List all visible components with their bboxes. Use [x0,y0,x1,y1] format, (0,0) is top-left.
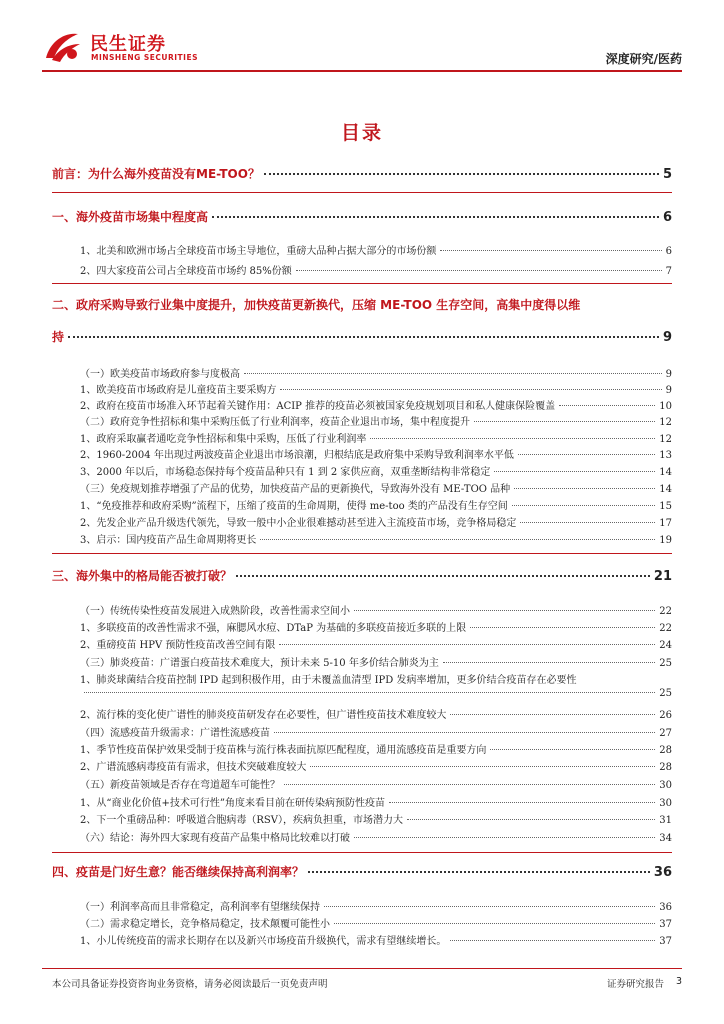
toc-leader [512,505,655,506]
section-divider [52,283,672,284]
toc-leader [354,610,655,611]
toc-entry[interactable] [80,688,672,699]
toc-leader [236,575,650,577]
toc-entry-page: 28 [659,762,672,773]
toc-leader [518,454,655,455]
toc-leader [407,819,655,820]
toc-entry-page: 30 [659,780,672,791]
toc-entry-text: 3、启示：国内疫苗产品生命周期将更长 [80,535,257,546]
toc-entry-page: 19 [659,535,672,546]
toc-entry-page: 6 [665,246,672,257]
toc-entry-page: 9 [665,369,672,380]
toc-leader [470,627,655,628]
toc-entry-text: 1、季节性疫苗保护效果受制于疫苗株与流行株表面抗原匹配程度，通用流感疫苗是重要方向 [80,745,487,756]
toc-entry[interactable] [80,724,672,739]
toc-entry-text: 2、先发企业产品升级迭代领先，导致一般中小企业很难撼动甚至进入主流疫苗市场，竞争格局稳定 [80,518,517,529]
toc-entry[interactable] [52,208,672,225]
toc-entry[interactable] [80,365,672,380]
toc-entry[interactable] [80,463,672,478]
toc-entry[interactable] [80,915,672,930]
toc-entry-page: 22 [659,623,672,634]
toc-entry[interactable] [80,430,672,445]
toc-entry[interactable] [80,654,672,669]
toc-leader [84,692,655,693]
toc-entry-page: 28 [659,745,672,756]
toc-leader [520,522,655,523]
brand-name-en: MINSHENG SECURITIES [91,53,198,62]
toc-entry[interactable] [80,497,672,512]
toc-entry[interactable] [52,863,672,880]
toc-entry-text: 1、多联疫苗的改善性需求不强，麻腮风水痘、DTaP 为基础的多联疫苗接近多联的上限 [80,623,467,634]
toc-entry[interactable] [80,636,672,651]
toc-entry-text: 2、下一个重磅品种：呼吸道合胞病毒（RSV），疾病负担重，市场潜力大 [80,815,403,826]
toc-entry-text: 三、海外集中的格局能否被打破？ [52,569,233,583]
toc-entry-page: 15 [659,501,672,512]
toc-leader [354,837,655,838]
toc-entry-page: 14 [659,467,672,478]
toc-entry-text: （三）免疫规划推荐增强了产品的优势，加快疫苗产品的更新换代，导致海外没有 ME-TOO 品种 [80,484,511,495]
toc-entry-page: 21 [653,569,672,584]
toc-entry-text: 2、1960-2004 年出现过两波疫苗企业退出市场浪潮，归根结底是政府集中采购导致利润率水平低 [80,450,514,461]
toc-entry[interactable] [52,328,672,345]
toc-entry[interactable] [80,706,672,721]
toc-entry-text: 3、2000 年以后，市场稳态保持每个疫苗品种只有 1 到 2 家供应商，双重垄断结构非常稳定 [80,467,491,478]
toc-entry-page: 22 [659,606,672,617]
toc-entry-page: 24 [659,640,672,651]
toc-entry-page: 13 [659,450,672,461]
toc-entry[interactable] [80,446,672,461]
toc-entry-text: （二）政府竞争性招标和集中采购压低了行业利润率，疫苗企业退出市场，集中程度提升 [80,417,470,428]
toc-entry-page: 14 [659,484,672,495]
toc-entry-text: （四）流感疫苗升级需求：广谱性流感疫苗 [80,728,270,739]
section-divider [52,852,672,853]
toc-entry-text: 2、四大家疫苗公司占全球疫苗市场约 85%份额 [80,266,292,277]
toc-entry-text: （二）需求稳定增长，竞争格局稳定，技术颠覆可能性小 [80,919,330,930]
toc-leader [212,216,659,218]
toc-entry[interactable] [80,413,672,428]
toc-entry-text: （五）新疫苗领域是否存在弯道超车可能性？ [80,780,280,791]
header-divider [42,70,682,72]
toc-leader [260,539,655,540]
toc-entry-page: 6 [662,210,672,225]
toc-entry-page: 26 [659,710,672,721]
toc-entry-text: （一）欧美疫苗市场政府参与度极高 [80,369,240,380]
toc-leader [308,871,650,873]
toc-entry[interactable] [52,567,672,584]
toc-entry-page: 27 [659,728,672,739]
toc-entry-text[interactable]: 1、肺炎球菌结合疫苗控制 IPD 起到积极作用，由于未覆盖血清型 IPD 发病率增加，更多价结合疫苗存在必要性 [80,675,577,686]
toc-leader [440,250,661,251]
toc-entry-page: 9 [665,385,672,396]
section-divider [52,553,672,554]
toc-entry-page: 31 [659,815,672,826]
toc-entry-text: 1、政府采取赢者通吃竞争性招标和集中采购，压低了行业利润率 [80,434,367,445]
toc-leader [559,405,655,406]
toc-entry-page: 12 [659,417,672,428]
toc-entry-text: （三）肺炎疫苗：广谱蛋白疫苗技术难度大，预计未来 5-10 年多价结合肺炎为主 [80,658,439,669]
toc-entry-text: 1、欧美疫苗市场政府是儿童疫苗主要采购方 [80,385,277,396]
toc-entry-text: 1、从“商业化价值+技术可行性”角度来看目前在研传染病预防性疫苗 [80,798,385,809]
toc-entry-text: 1、北美和欧洲市场占全球疫苗市场主导地位，重磅大品种占据大部分的市场份额 [80,246,437,257]
toc-entry-text: （一）传统传染性疫苗发展进入成熟阶段，改善性需求空间小 [80,606,350,617]
toc-leader [370,438,655,439]
toc-entry[interactable] [80,811,672,826]
toc-entry-page: 36 [653,865,672,880]
toc-entry-text: 1、小儿传统疫苗的需求长期存在以及新兴市场疫苗升级换代，需求有望继续增长。 [80,936,447,947]
toc-entry-page: 7 [665,266,672,277]
toc-leader [296,270,662,271]
toc-entry-page: 34 [659,833,672,844]
toc-leader [279,644,655,645]
toc-entry[interactable] [80,898,672,913]
toc-leader [474,421,655,422]
toc-entry[interactable] [80,397,672,412]
section-divider [52,192,672,193]
report-category: 深度研究/医药 [605,52,682,66]
toc-entry-text: 2、政府在疫苗市场准入环节起着关键作用：ACIP 推荐的疫苗必须被国家免疫规划项目和私人健康保险覆盖 [80,401,556,412]
toc-entry[interactable] [80,794,672,809]
toc-entry-text: 一、海外疫苗市场集中程度高 [52,210,209,224]
toc-leader [244,373,662,374]
toc-entry-page: 37 [659,936,672,947]
toc-leader [280,389,661,390]
toc-entry-page: 12 [659,434,672,445]
toc-leader [389,802,655,803]
minsheng-logo-icon [42,28,82,64]
toc-entry[interactable] [80,514,672,529]
toc-leader [264,173,659,175]
toc-entry-page: 25 [659,688,672,699]
toc-entry-page: 5 [662,167,672,182]
toc-entry[interactable] [80,741,672,756]
toc-entry[interactable] [80,242,672,257]
toc-entry-text[interactable]: 二、政府采购导致行业集中度提升，加快疫苗更新换代，压缩 ME-TOO 生存空间，高集中度得以维 [52,298,581,312]
toc-leader [334,923,655,924]
toc-entry-text: 前言：为什么海外疫苗没有ME-TOO？ [52,167,260,181]
toc-entry-page: 25 [659,658,672,669]
toc-entry-text: 持 [52,330,65,344]
toc-leader [443,662,655,663]
toc-entry-page: 10 [659,401,672,412]
footer-doc-type: 证券研究报告 [606,979,664,990]
toc-leader [310,766,655,767]
toc-entry-page: 30 [659,798,672,809]
toc-entry-text: 2、广谱流感病毒疫苗有需求，但技术突破难度较大 [80,762,307,773]
toc-entry[interactable] [80,262,672,277]
toc-leader [284,784,655,785]
toc-leader [68,336,659,338]
footer-disclaimer: 本公司具备证券投资咨询业务资格，请务必阅读最后一页免责声明 [52,979,328,990]
toc-entry-page: 36 [659,902,672,913]
brand-name-cn: 民生证券 [90,34,166,55]
page-number: 3 [675,976,682,987]
toc-entry[interactable] [80,758,672,773]
toc-leader [494,471,655,472]
toc-leader [450,714,655,715]
toc-entry[interactable] [80,619,672,634]
toc-leader [324,906,655,907]
toc-entry[interactable] [80,932,672,947]
footer-divider [42,968,682,969]
toc-entry[interactable] [52,165,672,182]
toc-entry-text: 四、疫苗是门好生意？能否继续保持高利润率？ [52,865,305,879]
toc-title: 目录 [340,122,383,144]
toc-leader [514,488,655,489]
toc-entry-text: 2、重磅疫苗 HPV 预防性疫苗改善空间有限 [80,640,276,651]
toc-entry-text: （一）利润率高而且非常稳定，高利润率有望继续保持 [80,902,320,913]
toc-entry[interactable] [80,776,672,791]
toc-entry-text: 2、流行株的变化使广谱性的肺炎疫苗研发存在必要性，但广谱性疫苗技术难度较大 [80,710,447,721]
toc-entry-page: 9 [662,330,672,345]
toc-leader [274,732,655,733]
toc-entry[interactable] [80,381,672,396]
toc-entry[interactable] [80,480,672,495]
toc-entry-page: 37 [659,919,672,930]
toc-entry-page: 17 [659,518,672,529]
toc-entry-text: （六）结论：海外四大家现有疫苗产品集中格局比较难以打破 [80,833,350,844]
toc-entry[interactable] [80,829,672,844]
toc-entry-text: 1、“免疫推荐和政府采购”流程下，压缩了疫苗的生命周期，使得 me-too 类的产品没有生存空间 [80,501,508,512]
toc-entry[interactable] [80,531,672,546]
toc-leader [450,940,655,941]
toc-leader [490,749,655,750]
page-header [0,0,724,72]
toc-entry[interactable] [80,602,672,617]
